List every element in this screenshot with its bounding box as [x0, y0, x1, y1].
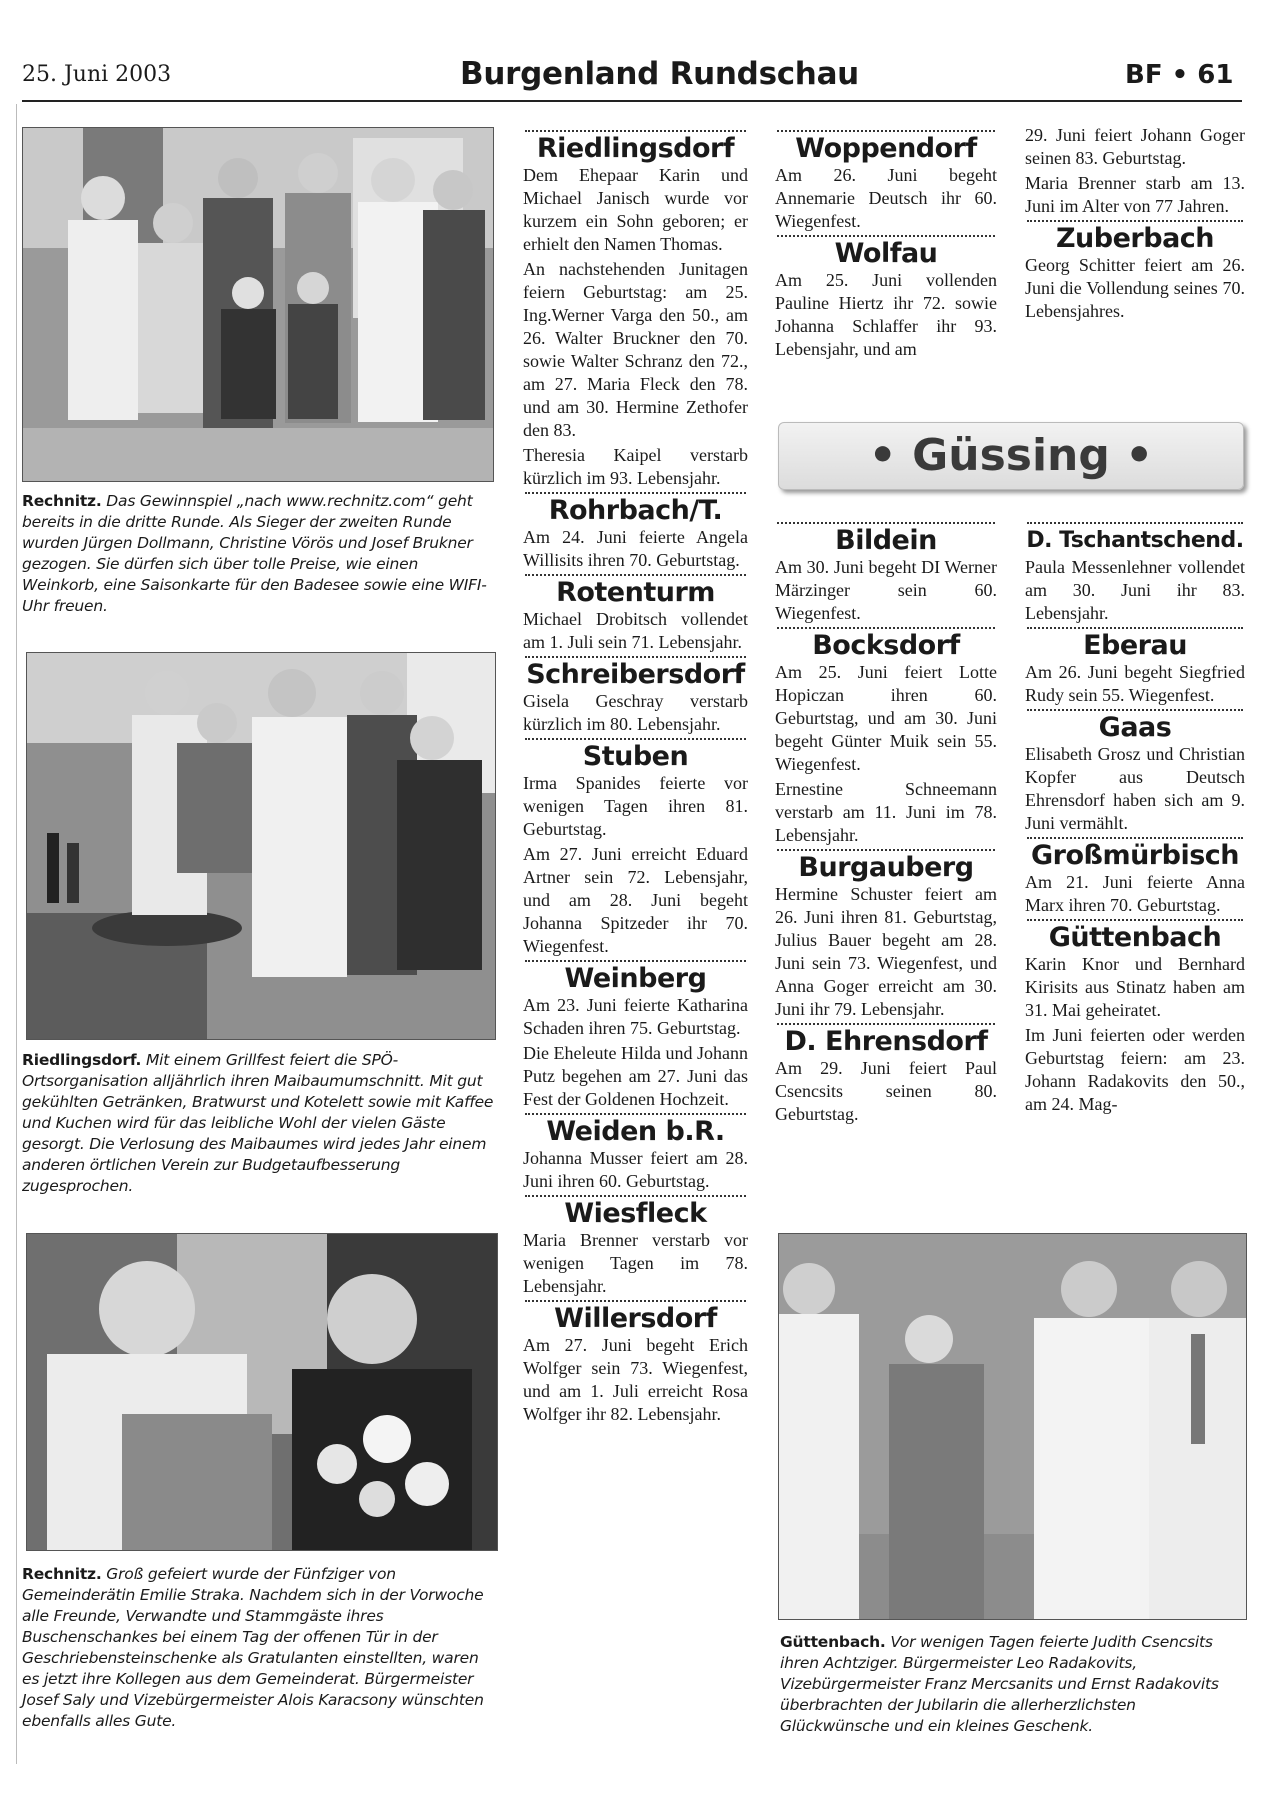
article-text: Maria Brenner verstarb vor wenigen Tagen im 78. Lebensjahr.	[523, 1230, 748, 1296]
dotted-separator	[777, 130, 995, 132]
article-text: Michael Drobitsch vollendet am 1. Juli sein 71. Lebensjahr.	[523, 609, 748, 652]
article-text: Am 27. Juni begeht Erich Wolfger sein 73. Wiegenfest, und am 1. Juli erreicht Rosa Wolfger ihr 82. Lebensjahr.	[523, 1335, 748, 1424]
article-text: Am 25. Juni feiert Lotte Hopiczan ihren 60. Geburtstag, und am 30. Juni begeht Günter Muik sein 55. Wiegenfest.	[775, 662, 997, 774]
dotted-separator	[525, 1195, 746, 1197]
newspaper-title: Burgenland Rundschau	[460, 56, 859, 92]
article-weinberg	[523, 960, 748, 1111]
article-text: Dem Ehepaar Karin und Michael Janisch wurde vor kurzem ein Sohn geboren; er erhielt den Namen Thomas.	[523, 165, 748, 254]
article-willersdorf	[523, 1300, 748, 1426]
dotted-separator	[525, 1113, 746, 1115]
article-bocksdorf	[775, 627, 997, 847]
article-deutsch-tschantschendorf	[1025, 522, 1245, 625]
caption-text: Mit einem Grillfest feiert die SPÖ-Ortsorganisation alljährlich ihren Maibaumumschnitt. Mit gut gekühlten Getränken, Bratwurst und Kotelett sowie mit Kaffee und Kuchen wird für das leibliche Wohl der vielen Gäste gesorgt. Die Verlosung des Maibaumes wird jedes Jahr einem anderen örtlichen Verein zur Budgetaufbesserung zugesprochen.	[22, 1051, 494, 1195]
article-text: Georg Schitter feiert am 26. Juni die Vollendung seines 70. Lebensjahres.	[1025, 255, 1245, 321]
caption-place: Rechnitz.	[22, 492, 102, 510]
article-rotenturm	[523, 574, 748, 654]
dotted-separator	[1027, 709, 1243, 711]
article-title: Wiesfleck	[564, 1198, 707, 1229]
article-title: Willersdorf	[554, 1303, 717, 1334]
article-title: Rotenturm	[556, 577, 715, 608]
article-title: Schreibersdorf	[526, 659, 745, 690]
article-riedlingsdorf	[523, 130, 748, 490]
caption-place: Rechnitz.	[22, 1565, 102, 1583]
article-text: Hermine Schuster feiert am 26. Juni ihren 81. Geburtstag, Julius Bauer begeht am 28. Juni sein 73. Wiegenfest, und Anna Goger erreicht am 30. Juni ihr 79. Lebensjahr.	[775, 884, 997, 1019]
article-text: Am 24. Juni feierte Angela Willisits ihren 70. Geburtstag.	[523, 527, 748, 570]
section-banner-dot-left: •	[868, 430, 913, 481]
article-title: Eberau	[1083, 630, 1187, 661]
dotted-separator	[525, 960, 746, 962]
article-title: D. Tschantschend.	[1026, 528, 1244, 553]
article-bildein	[775, 522, 997, 625]
column-3-top	[775, 130, 997, 363]
caption-text: Das Gewinnspiel „nach www.rechnitz.com“ geht bereits in die dritte Runde. Als Sieger der zweiten Runde wurden Jürgen Dollmann, Christine Vörös und Josef Brukner gezogen. Sie dürfen sich über tolle Preise, wie einen Weinkorb, eine Saisonkarte für den Badesee sowie eine WIFI-Uhr freuen.	[22, 492, 487, 615]
article-deutsch-ehrensdorf	[775, 1023, 997, 1126]
article-text: Elisabeth Grosz und Christian Kopfer aus Deutsch Ehrensdorf haben sich am 9. Juni vermählt.	[1025, 744, 1245, 833]
article-title: Gaas	[1098, 712, 1172, 743]
caption-rechnitz-fuenfziger	[22, 1564, 500, 1732]
dotted-separator	[1027, 522, 1243, 524]
article-weiden	[523, 1113, 748, 1193]
dotted-separator	[1027, 837, 1243, 839]
article-title: Zuberbach	[1055, 223, 1215, 254]
header-rule	[22, 100, 1242, 102]
article-text: Karin Knor und Bernhard Kirisits aus Stinatz haben am 31. Mai geheiratet.	[1025, 954, 1245, 1020]
photo-rechnitz-gewinnspiel	[22, 127, 494, 482]
caption-rechnitz-gewinnspiel	[22, 491, 494, 617]
dotted-separator	[777, 1023, 995, 1025]
photo-guettenbach-achtziger	[778, 1233, 1247, 1620]
article-stuben	[523, 738, 748, 958]
caption-riedlingsdorf-grillfest	[22, 1050, 498, 1197]
article-text: Im Juni feierten oder werden Geburtstag feiern: am 23. Johann Radakovits den 50., am 24. Mag-	[1025, 1025, 1245, 1114]
caption-text: Vor wenigen Tagen feierte Judith Csencsits ihren Achtziger. Bürgermeister Leo Radakovits, Vizebürgermeister Franz Mercsanits und Ernst Radakovits überbrachten der Jubilarin die allerherzlichsten Glückwünsche und ein kleines Geschenk.	[780, 1633, 1219, 1735]
article-text: 29. Juni feiert Johann Goger seinen 83. Geburtstag.	[1025, 125, 1245, 168]
article-text: Am 27. Juni erreicht Eduard Artner sein 72. Lebensjahr, und am 28. Juni begeht Johanna Spitzeder ihr 70. Wiegenfest.	[523, 844, 748, 956]
article-title: Stuben	[582, 741, 689, 772]
article-text: Irma Spanides feierte vor wenigen Tagen ihren 81. Geburtstag.	[523, 773, 748, 839]
article-title: Bildein	[835, 525, 937, 556]
section-banner-dot-right: •	[1109, 430, 1154, 481]
article-grossmuerbisch	[1025, 837, 1245, 917]
article-title: Bocksdorf	[812, 630, 960, 661]
article-text: Theresia Kaipel verstarb kürzlich im 93. Lebensjahr.	[523, 445, 748, 488]
article-title: Großmürbisch	[1031, 840, 1239, 871]
page-edge	[16, 104, 17, 1764]
article-text: Paula Messenlehner vollendet am 30. Juni ihr 83. Lebensjahr.	[1025, 557, 1245, 623]
dotted-separator	[1027, 919, 1243, 921]
birthday-group-photo-icon	[779, 1234, 1246, 1619]
article-eberau	[1025, 627, 1245, 707]
article-text: An nachstehenden Junitagen feiern Geburtstag: am 25. Ing.Werner Varga den 50., am 26. Walter Bruckner den 70. sowie Walter Schranz den 72., am 27. Maria Fleck den 78. und am 30. Hermine Zethofer den 83.	[523, 259, 748, 440]
article-wolfau-continued	[1025, 124, 1245, 218]
caption-place: Güttenbach.	[780, 1633, 886, 1651]
article-rohrbach	[523, 492, 748, 572]
article-text: Am 26. Juni begeht Siegfried Rudy sein 55. Wiegenfest.	[1025, 662, 1245, 705]
dotted-separator	[525, 656, 746, 658]
article-text: Gisela Geschray verstarb kürzlich im 80. Lebensjahr.	[523, 691, 748, 734]
caption-text: Groß gefeiert wurde der Fünfziger von Gemeinderätin Emilie Straka. Nachdem sich in der Vorwoche alle Freunde, Verwandte und Stammgäste ihres Buschenschankes bei einem Tag der offenen Tür in der Geschriebensteinschenke als Gratulanten einstellten, waren es jetzt ihre Kollegen aus dem Gemeinderat. Bürgermeister Josef Saly und Vizebürgermeister Alois Karacsony wünschten ebenfalls alles Gute.	[22, 1565, 484, 1730]
dotted-separator	[525, 492, 746, 494]
article-text: Am 26. Juni begeht Annemarie Deutsch ihr 60. Wiegenfest.	[775, 165, 997, 231]
article-title: Güttenbach	[1048, 922, 1222, 953]
article-title: D. Ehrensdorf	[784, 1026, 988, 1057]
dotted-separator	[1027, 220, 1243, 222]
article-schreibersdorf	[523, 656, 748, 736]
article-title: Woppendorf	[795, 133, 977, 164]
article-title: Weinberg	[564, 963, 707, 994]
article-title: Wolfau	[834, 238, 938, 269]
grill-party-photo-icon	[27, 653, 495, 1039]
dotted-separator	[777, 849, 995, 851]
dotted-separator	[777, 522, 995, 524]
dotted-separator	[525, 1300, 746, 1302]
article-title: Riedlingsdorf	[536, 133, 735, 164]
photo-riedlingsdorf-grillfest	[26, 652, 496, 1040]
article-gaas	[1025, 709, 1245, 835]
caption-guettenbach-achtziger	[780, 1632, 1250, 1737]
article-title: Weiden b.R.	[546, 1116, 725, 1147]
article-text: Am 23. Juni feierte Katharina Schaden ihren 75. Geburtstag.	[523, 995, 748, 1038]
article-zuberbach	[1025, 220, 1245, 323]
article-wiesfleck	[523, 1195, 748, 1298]
article-wolfau	[775, 235, 997, 361]
dotted-separator	[777, 627, 995, 629]
couple-flowers-photo-icon	[27, 1234, 497, 1550]
column-4-top	[1025, 124, 1245, 325]
section-banner-title: Güssing	[912, 430, 1110, 481]
group-photo-icon	[23, 128, 493, 481]
dotted-separator	[777, 235, 995, 237]
column-4-bottom	[1025, 522, 1245, 1118]
article-text: Johanna Musser feiert am 28. Juni ihren 60. Geburtstag.	[523, 1148, 748, 1191]
dotted-separator	[525, 574, 746, 576]
article-text: Ernestine Schneemann verstarb am 11. Juni im 78. Lebensjahr.	[775, 779, 997, 845]
section-banner	[778, 422, 1244, 490]
article-title: Rohrbach/T.	[548, 495, 723, 526]
column-3-bottom	[775, 522, 997, 1128]
column-2	[523, 130, 748, 1428]
dotted-separator	[525, 130, 746, 132]
article-text: Am 30. Juni begeht DI Werner Märzinger sein 60. Wiegenfest.	[775, 557, 997, 623]
issue-date: 25. Juni 2003	[22, 62, 172, 87]
page-number: BF • 61	[1125, 60, 1234, 90]
dotted-separator	[1027, 627, 1243, 629]
article-text: Die Eheleute Hilda und Johann Putz begehen am 27. Juni das Fest der Goldenen Hochzeit.	[523, 1043, 748, 1109]
article-text: Am 29. Juni feiert Paul Csencsits seinen 80. Geburtstag.	[775, 1058, 997, 1124]
article-woppendorf	[775, 130, 997, 233]
article-text: Am 25. Juni vollenden Pauline Hiertz ihr 72. sowie Johanna Schlaffer ihr 93. Lebensjahr, und am	[775, 270, 997, 359]
dotted-separator	[525, 738, 746, 740]
caption-place: Riedlingsdorf.	[22, 1051, 142, 1069]
article-text: Am 21. Juni feierte Anna Marx ihren 70. Geburtstag.	[1025, 872, 1245, 915]
article-title: Burgauberg	[798, 852, 974, 883]
article-text: Maria Brenner starb am 13. Juni im Alter von 77 Jahren.	[1025, 173, 1245, 216]
photo-rechnitz-fuenfziger	[26, 1233, 498, 1551]
article-burgauberg	[775, 849, 997, 1021]
article-guettenbach	[1025, 919, 1245, 1116]
